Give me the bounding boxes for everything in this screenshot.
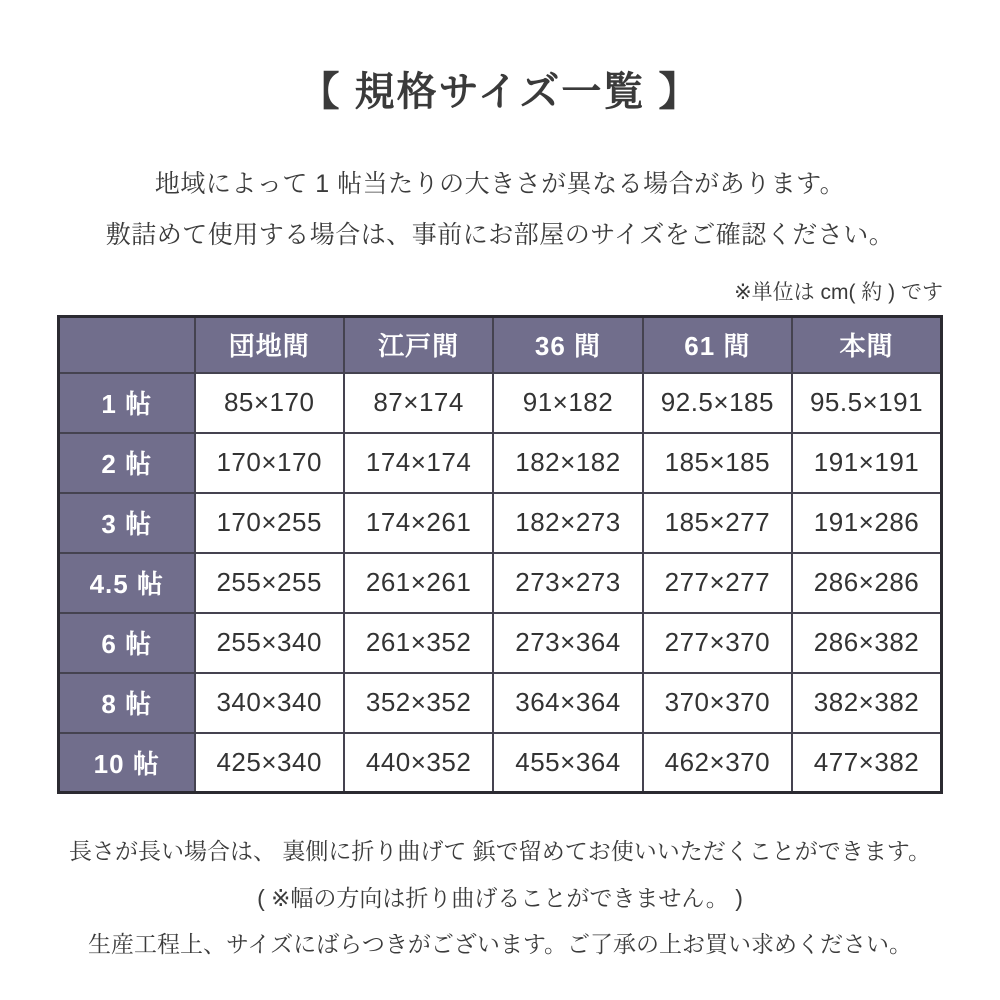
size-value-cell: 352×352 [344,673,493,733]
size-value-cell: 255×255 [195,553,344,613]
size-value-cell: 425×340 [195,733,344,793]
footer-note-2: ( ※幅の方向は折り曲げることができません。 ) [257,885,743,911]
size-value-cell: 174×261 [344,493,493,553]
size-value-cell: 95.5×191 [792,373,941,433]
row-label: 8 帖 [59,673,195,733]
size-value-cell: 286×286 [792,553,941,613]
size-value-cell: 91×182 [493,373,642,433]
size-value-cell: 340×340 [195,673,344,733]
size-value-cell: 261×352 [344,613,493,673]
table-row [59,733,942,793]
size-value-cell: 462×370 [643,733,792,793]
table-row [59,373,942,433]
header-col-61ma: 61 間 [643,317,792,373]
size-value-cell: 370×370 [643,673,792,733]
footer-note-3: 生産工程上、サイズにばらつきがございます。ご了承の上お買い求めください。 [87,931,913,957]
size-value-cell: 92.5×185 [643,373,792,433]
header-col-36ma: 36 間 [493,317,642,373]
header-col-edoma: 江戸間 [344,317,493,373]
size-value-cell: 277×277 [643,553,792,613]
table-row [59,553,942,613]
unit-note: ※単位は cm( 約 ) です [734,281,943,304]
row-label: 2 帖 [59,433,195,493]
row-label: 1 帖 [59,373,195,433]
subtitle-line-1: 地域によって 1 帖当たりの大きさが異なる場合があります。 [154,170,846,198]
size-value-cell: 182×273 [493,493,642,553]
row-label: 4.5 帖 [59,553,195,613]
row-label: 6 帖 [59,613,195,673]
footer-note-1: 長さが長い場合は、 裏側に折り曲げて 鋲で留めてお使いいただくことができます。 [69,838,931,864]
size-value-cell: 185×277 [643,493,792,553]
table-row [59,433,942,493]
size-value-cell: 182×182 [493,433,642,493]
size-value-cell: 185×185 [643,433,792,493]
size-value-cell: 273×364 [493,613,642,673]
size-value-cell: 170×170 [195,433,344,493]
size-value-cell: 273×273 [493,553,642,613]
size-value-cell: 382×382 [792,673,941,733]
size-value-cell: 364×364 [493,673,642,733]
header-col-honma: 本間 [792,317,941,373]
size-value-cell: 255×340 [195,613,344,673]
header-col-danchima: 団地間 [195,317,344,373]
row-label: 10 帖 [59,733,195,793]
size-value-cell: 87×174 [344,373,493,433]
size-value-cell: 170×255 [195,493,344,553]
table-row [59,493,942,553]
size-table-body [59,373,942,793]
table-row [59,673,942,733]
size-value-cell: 477×382 [792,733,941,793]
size-value-cell: 191×286 [792,493,941,553]
size-value-cell: 277×370 [643,613,792,673]
row-label: 3 帖 [59,493,195,553]
size-value-cell: 174×174 [344,433,493,493]
header-row [59,317,942,373]
size-value-cell: 455×364 [493,733,642,793]
table-row [59,613,942,673]
subtitle-line-2: 敷詰めて使用する場合は、事前にお部屋のサイズをご確認ください。 [105,221,895,249]
header-corner-cell [59,317,195,373]
size-value-cell: 191×191 [792,433,941,493]
size-value-cell: 440×352 [344,733,493,793]
size-value-cell: 261×261 [344,553,493,613]
size-value-cell: 286×382 [792,613,941,673]
size-value-cell: 85×170 [195,373,344,433]
page-title: 【 規格サイズ一覧 】 [299,70,701,114]
size-table [57,315,943,794]
